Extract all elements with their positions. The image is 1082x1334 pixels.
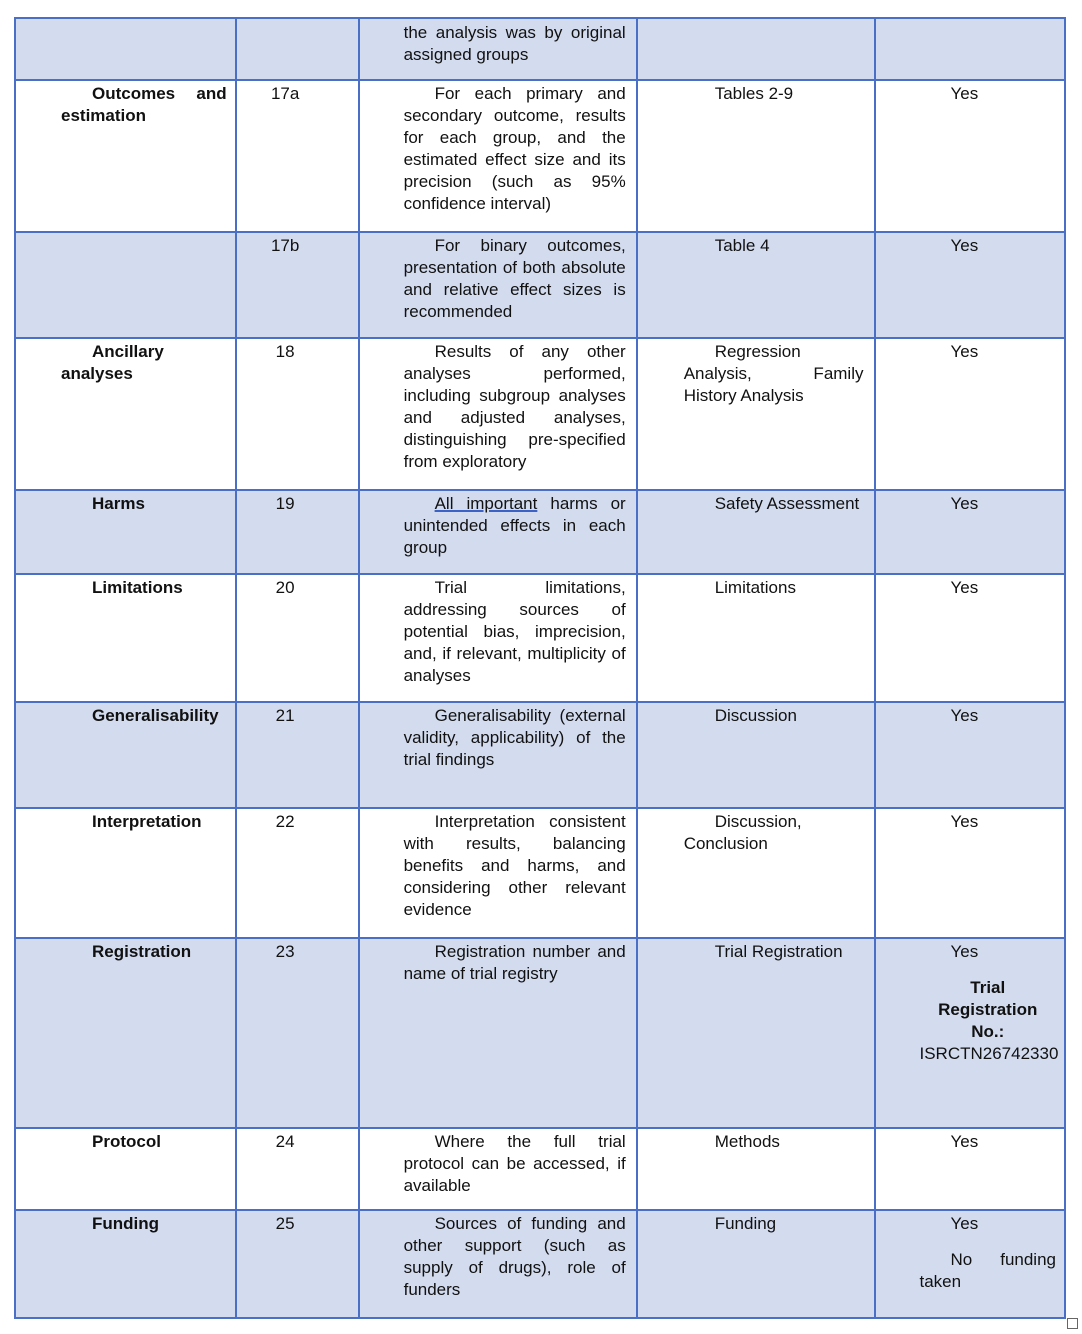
description-cell: Trial limitations, addressing sources of potential bias, imprecision, and, if relevant, multiplicity of analyses (359, 574, 637, 702)
reported-in-cell: Tables 2-9 (637, 80, 875, 232)
description-cell: Registration number and name of trial registry (359, 938, 637, 1128)
status-value: Yes (950, 812, 979, 831)
table-row (15, 80, 1065, 232)
reported-in-cell: Discussion, Conclusion (637, 808, 875, 938)
description-cell: For each primary and secondary outcome, results for each group, and the estimated effect size and its precision (such as 95% confidence interval) (359, 80, 637, 232)
table-row (15, 338, 1065, 490)
reported-in-cell: Methods (637, 1128, 875, 1210)
section-cell: Protocol (15, 1128, 236, 1210)
reported-in-cell: Table 4 (637, 232, 875, 338)
status-cell (875, 938, 1066, 1128)
table-row (15, 232, 1065, 338)
item-number-cell: 18 (236, 338, 359, 490)
reported-in-cell: Funding (637, 1210, 875, 1318)
section-cell: Limitations (15, 574, 236, 702)
status-value: Yes (950, 942, 979, 961)
status-cell (875, 1128, 1066, 1210)
status-cell (875, 1210, 1066, 1318)
table-row (15, 574, 1065, 702)
description-text: harms or unintended effects in each group (403, 494, 626, 557)
status-cell (875, 80, 1066, 232)
status-cell (875, 338, 1066, 490)
underlined-text: All important (434, 494, 538, 513)
item-number-cell: 24 (236, 1128, 359, 1210)
section-cell (15, 232, 236, 338)
section-cell: Ancillary analyses (15, 338, 236, 490)
reported-in-cell: Regression Analysis, Family History Analysis (637, 338, 875, 490)
section-cell: Interpretation (15, 808, 236, 938)
item-number-cell: 23 (236, 938, 359, 1128)
description-cell: Results of any other analyses performed, including subgroup analyses and adjusted analyses, distinguishing pre-specified from exploratory (359, 338, 637, 490)
status-value: Yes (950, 236, 979, 255)
consort-checklist-table (14, 17, 1066, 1319)
description-cell: Generalisability (external validity, applicability) of the trial findings (359, 702, 637, 808)
reported-in-cell: Discussion (637, 702, 875, 808)
table-resize-handle[interactable] (1067, 1318, 1078, 1329)
description-cell: Interpretation consistent with results, balancing benefits and harms, and considering other relevant evidence (359, 808, 637, 938)
section-cell: Funding (15, 1210, 236, 1318)
status-cell (875, 702, 1066, 808)
registration-label: Trial Registration No.: (938, 978, 1038, 1041)
description-cell: Sources of funding and other support (such as supply of drugs), role of funders (359, 1210, 637, 1318)
status-value: Yes (950, 342, 979, 361)
status-value: Yes (950, 84, 979, 103)
table-row (15, 490, 1065, 574)
section-cell: Registration (15, 938, 236, 1128)
section-cell (15, 18, 236, 80)
item-number-cell: 21 (236, 702, 359, 808)
item-number-cell: 19 (236, 490, 359, 574)
description-cell: Where the full trial protocol can be accessed, if available (359, 1128, 637, 1210)
status-cell (875, 574, 1066, 702)
item-number-cell (236, 18, 359, 80)
status-value: Yes (950, 494, 979, 513)
reported-in-cell: Trial Registration (637, 938, 875, 1128)
status-value: Yes (950, 706, 979, 725)
registration-number: ISRCTN26742330 (919, 1044, 1059, 1063)
reported-in-cell: Safety Assessment (637, 490, 875, 574)
status-cell (875, 18, 1066, 80)
status-cell (875, 232, 1066, 338)
status-value: Yes (950, 1214, 979, 1233)
table-row (15, 18, 1065, 80)
status-value: Yes (950, 578, 979, 597)
table-row (15, 808, 1065, 938)
description-cell (359, 490, 637, 574)
table-row (15, 702, 1065, 808)
section-cell: Harms (15, 490, 236, 574)
item-number-cell: 17b (236, 232, 359, 338)
table-row (15, 938, 1065, 1128)
section-cell: Generalisability (15, 702, 236, 808)
item-number-cell: 22 (236, 808, 359, 938)
section-cell: Outcomes and estimation (15, 80, 236, 232)
status-value: Yes (950, 1132, 979, 1151)
description-cell: the analysis was by original assigned groups (359, 18, 637, 80)
item-number-cell: 17a (236, 80, 359, 232)
table-row (15, 1210, 1065, 1318)
status-cell (875, 808, 1066, 938)
funding-note: No funding taken (919, 1250, 1056, 1291)
reported-in-cell: Limitations (637, 574, 875, 702)
item-number-cell: 25 (236, 1210, 359, 1318)
status-cell (875, 490, 1066, 574)
description-cell: For binary outcomes, presentation of both absolute and relative effect sizes is recommended (359, 232, 637, 338)
reported-in-cell (637, 18, 875, 80)
item-number-cell: 20 (236, 574, 359, 702)
table-row (15, 1128, 1065, 1210)
